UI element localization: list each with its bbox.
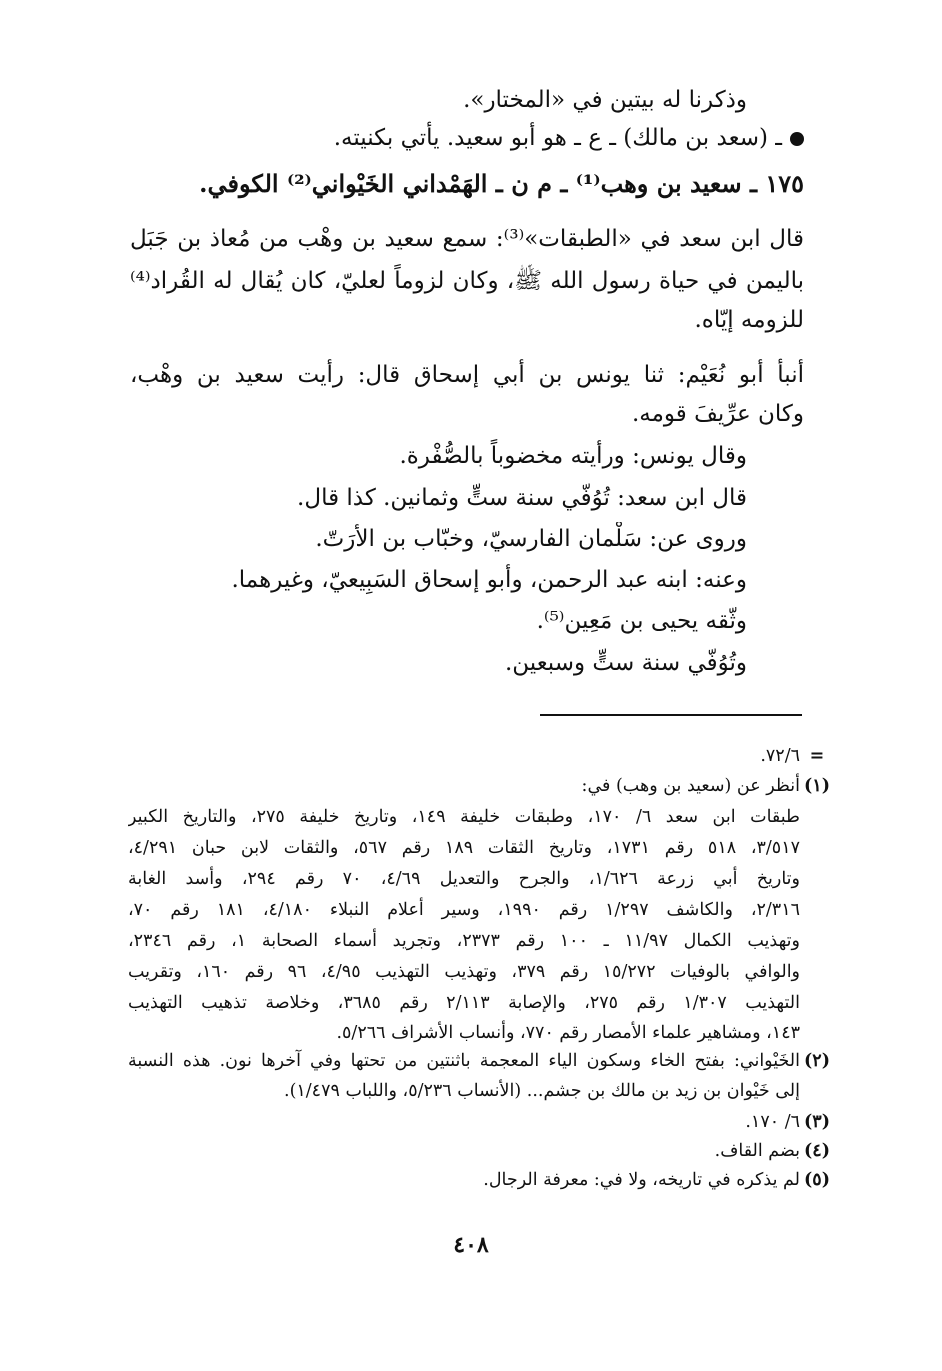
bullet-icon: [790, 132, 804, 146]
body-line-6: للزومه إيّاه.: [694, 307, 804, 333]
footnote-1-line-8: التهذيب ١/٣٠٧ رقم ٢٧٥، والإصابة ٢/١١٣ رقم ٣٦٨٥، وخلاصة تذهيب التهذيب: [128, 993, 800, 1013]
footnote-separator: [540, 714, 802, 716]
footnote-1-line-5: ٢/٣١٦، والكاشف ١/٢٩٧ رقم ١٩٩٠، وسير أعلام النبلاء ٤/١٨٠، ١٨١ رقم ٧٠،: [128, 900, 800, 920]
footnote-5-marker: (٥): [804, 1170, 830, 1190]
body-line-12: وعنه: ابنه عبد الرحمن، وأبو إسحاق السَبِيعيّ، وغيرهما.: [231, 567, 747, 593]
footnote-2-line-1: الخَيْواني: بفتح الخاء وسكون الياء المعجمة باثنتين من تحتها وفي آخرها نون. هذه النسبة: [128, 1051, 800, 1071]
body-line-14: وتُوُفّي سنة ستٍّ وسبعين.: [504, 650, 747, 676]
footnote-2-marker: (٢): [804, 1051, 830, 1071]
body-line-10: قال ابن سعد: تُوُفّي سنة ستٍّ وثمانين. كذا قال.: [297, 485, 747, 511]
footnote-3-text: ٦/ ١٧٠.: [745, 1112, 800, 1132]
body-line-4: قال ابن سعد في «الطبقات»⁽³⁾: سمع سعيد بن وهْب من مُعاذ بن جَبَل: [130, 226, 804, 252]
body-line-9: وقال يونس: ورأيته مخضوباً بالصُّفْرة.: [399, 443, 747, 469]
body-line-11: وروى عن: سَلْمان الفارسيّ، وخبّاب بن الأرَتّ.: [315, 526, 747, 552]
body-line-8: وكان عرِّيفَ قومه.: [631, 401, 804, 427]
page-number: ٤٠٨: [453, 1232, 489, 1258]
footnote-1-marker: (١): [804, 776, 830, 796]
footnote-1-line-4: وتاريخ أبي زرعة ١/٦٢٦، والجرح والتعديل ٤/٦٩، ٧٠ رقم ٢٩٤، وأسد الغابة: [128, 869, 800, 889]
footnote-3-marker: (٣): [804, 1112, 830, 1132]
footnote-4-marker: (٤): [804, 1141, 830, 1161]
footnote-continuation-marker: =: [809, 746, 825, 766]
footnote-1-line-7: والوافي بالوفيات ١٥/٢٧٢ رقم ٣٧٩، وتهذيب التهذيب ٤/٩٥، ٩٦ رقم ١٦٠، وتقريب: [128, 962, 800, 982]
footnote-1-line-2: طبقات ابن سعد ٦/ ١٧٠، وطبقات خليفة ١٤٩، وتاريخ خليفة ٢٧٥، والتاريخ الكبير: [128, 807, 800, 827]
footnote-1-line-3: ٣/٥١٧، ٥١٨ رقم ١٧٣١، وتاريخ الثقات ١٨٩ رقم ٥٦٧، والثقات لابن حبان ٤/٢٩١،: [128, 838, 800, 858]
footnote-5-text: لم يذكره في تاريخه، ولا في: معرفة الرجال.: [483, 1170, 800, 1190]
footnote-4-text: بضم القاف.: [714, 1141, 800, 1161]
body-line-5: باليمن في حياة رسول الله ﷺ، وكان لزوماً لعليّ، كان يُقال له القُراد⁽⁴⁾: [130, 268, 804, 294]
footnote-1-line-1: أنظر عن (سعيد بن وهب) في:: [581, 776, 800, 796]
body-line-2: [130, 121, 804, 155]
body-line-13: وثّقه يحيى بن مَعِين⁽⁵⁾.: [536, 608, 747, 634]
footnote-1-line-9: ١٤٣، ومشاهير علماء الأمصار رقم ٧٧٠، وأنساب الأشراف ٥/٢٦٦.: [336, 1023, 800, 1043]
body-line-7: أنبأ أبو نُعَيْم: ثنا يونس بن أبي إسحاق قال: رأيت سعيد بن وهْب،: [130, 362, 804, 388]
body-line-1: وذكرنا له بيتين في «المختار».: [463, 87, 747, 113]
footnote-continuation-text: ٧٢/٦.: [760, 746, 800, 766]
cross-reference-entry: ـ (سعد بن مالك) ـ ع ـ هو أبو سعيد. يأتي بكنيته.: [333, 125, 782, 151]
footnote-1-line-6: وتهذيب الكمال ١١/٩٧ ـ ١٠٠ رقم ٢٣٧٣، وتجريد أسماء الصحابة ١، رقم ٢٣٤٦،: [128, 931, 800, 951]
footnote-2-line-2: إلى خَيْوان بن زيد بن مالك بن جشم... (الأنساب ٥/٢٣٦، واللباب ١/٤٧٩).: [284, 1081, 800, 1101]
entry-heading: ١٧٥ ـ سعيد بن وهب⁽¹⁾ ـ م ن ـ الهَمْداني الخَيْواني⁽²⁾ الكوفي.: [199, 169, 804, 198]
